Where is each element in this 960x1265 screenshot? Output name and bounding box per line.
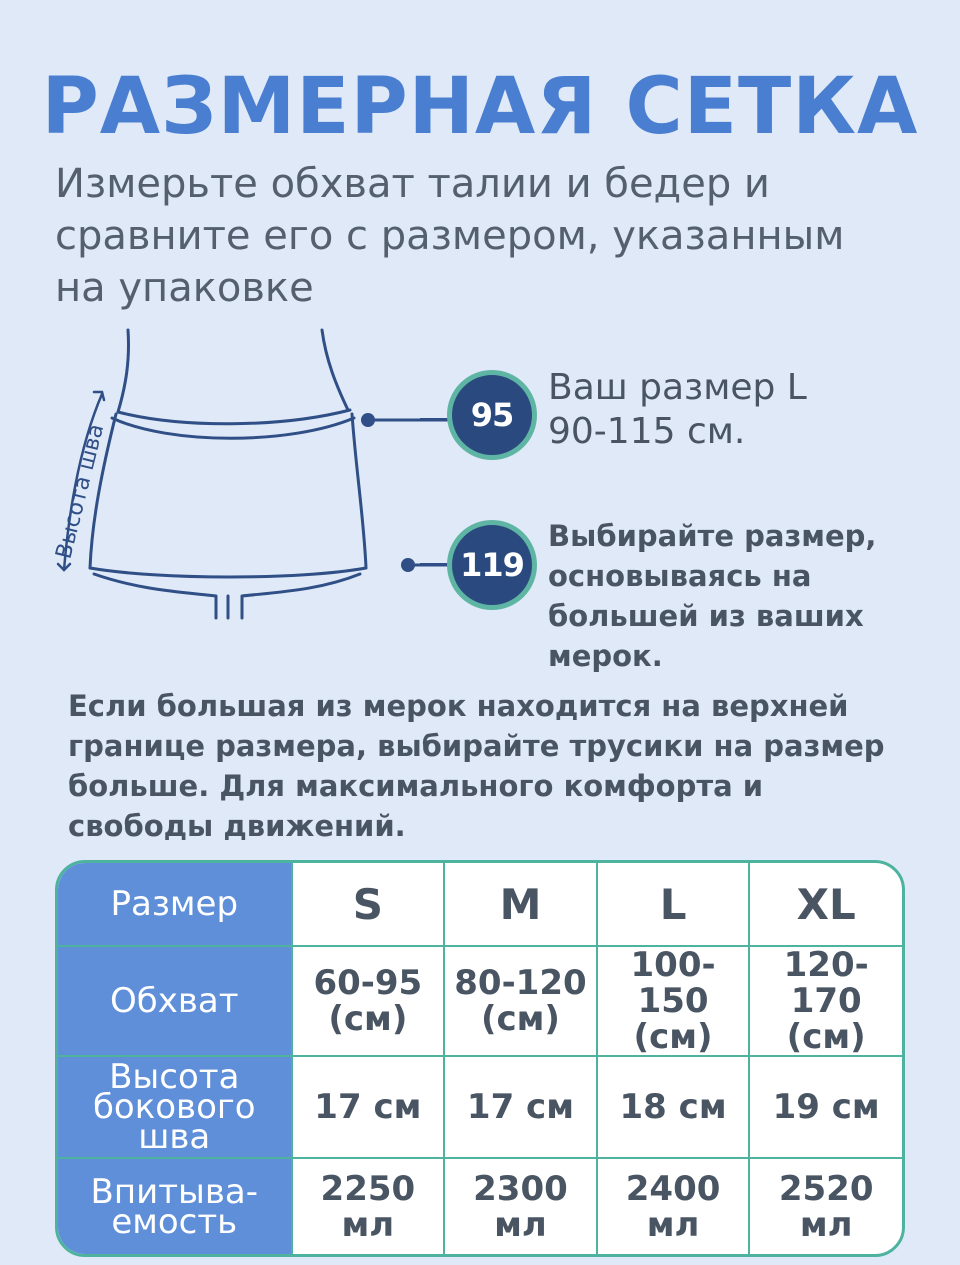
size-table <box>55 860 905 1257</box>
leg-opening <box>94 574 216 618</box>
cell-unit: мл <box>646 1204 700 1245</box>
cell-value: 2400 <box>625 1168 721 1209</box>
cell-value: 120-170 <box>783 945 869 1021</box>
cell-value: 2520 <box>778 1168 874 1209</box>
row-label-line: шва <box>138 1117 211 1157</box>
body-outline-right <box>322 330 348 410</box>
row-label-line: бокового <box>92 1087 256 1127</box>
note-line: свободы движений. <box>68 809 406 843</box>
waist-measure-badge: 95 <box>447 370 537 460</box>
cell-unit: (см) <box>633 1017 713 1057</box>
row-label-line: Обхват <box>110 981 239 1021</box>
cell-unit: (см) <box>480 999 560 1039</box>
waistband-curve <box>112 418 354 438</box>
row-label-girth <box>58 946 292 1056</box>
choose-size-line: большей из ваших <box>548 599 864 633</box>
size-column-l: L <box>597 863 750 946</box>
body-outline-left <box>118 330 129 412</box>
size-column-s: S <box>292 863 445 946</box>
cell-unit: мл <box>799 1204 853 1245</box>
leg-opening <box>242 574 360 618</box>
table-row-seam-height <box>58 1056 902 1158</box>
header-size-label: Размер <box>58 863 292 946</box>
size-result-line: Ваш размер L <box>548 367 807 408</box>
choose-size-text <box>548 516 876 676</box>
table-cell <box>749 946 902 1056</box>
table-cell: 17 см <box>444 1056 597 1158</box>
instruction-line: сравните его с размером, указанным <box>55 213 845 259</box>
cell-unit: мл <box>341 1204 395 1245</box>
table-cell: 17 см <box>292 1056 445 1158</box>
cell-value: 2250 <box>320 1168 416 1209</box>
instruction-text <box>55 158 935 314</box>
table-cell <box>597 1158 750 1254</box>
table-header-row <box>58 863 902 946</box>
row-label-line: емость <box>111 1201 238 1242</box>
garment-right-side <box>352 414 366 568</box>
choose-size-line: основываясь на <box>548 559 812 593</box>
leg-hem <box>90 568 366 577</box>
table-cell <box>444 1158 597 1254</box>
choose-size-line: мерок. <box>548 639 663 673</box>
table-cell <box>597 946 750 1056</box>
row-label-seam-height <box>58 1056 292 1158</box>
cell-unit: мл <box>494 1204 547 1245</box>
table-row-girth <box>58 946 902 1056</box>
table-cell <box>749 1158 902 1254</box>
size-column-xl: XL <box>749 863 902 946</box>
note-line: границе размера, выбирайте трусики на размер <box>68 729 885 763</box>
row-label-absorbency <box>58 1158 292 1254</box>
instruction-line: на упаковке <box>55 265 314 311</box>
table-cell: 19 см <box>749 1056 902 1158</box>
cell-value: 80-120 <box>454 963 587 1003</box>
table-cell <box>444 946 597 1056</box>
cell-value: 2300 <box>473 1168 568 1209</box>
cell-unit: (см) <box>786 1017 866 1057</box>
hip-measure-badge: 119 <box>447 520 537 610</box>
cell-unit: (см) <box>328 999 408 1039</box>
row-label-line: Высота <box>109 1057 240 1097</box>
waistband-line <box>118 410 350 424</box>
choose-size-line: Выбирайте размер, <box>548 519 877 553</box>
table-row-absorbency <box>58 1158 902 1254</box>
sizing-note <box>68 686 928 846</box>
size-column-m: M <box>444 863 597 946</box>
note-line: больше. Для максимального комфорта и <box>68 769 764 803</box>
size-result-text <box>548 366 807 454</box>
table-cell: 18 см <box>597 1056 750 1158</box>
cell-value: 100-150 <box>630 945 716 1021</box>
cell-value: 60-95 <box>313 963 423 1003</box>
instruction-line: Измерьте обхват талии и бедер и <box>55 161 770 207</box>
underwear-diagram <box>30 300 450 640</box>
size-range-line: 90-115 см. <box>548 411 746 452</box>
note-line: Если большая из мерок находится на верхней <box>68 689 849 723</box>
row-label-line: Впитыва- <box>90 1171 258 1212</box>
page-title: РАЗМЕРНАЯ СЕТКА <box>41 62 919 152</box>
seam-height-label: Высота шва <box>51 421 110 562</box>
table-cell <box>292 1158 445 1254</box>
table-cell <box>292 946 445 1056</box>
